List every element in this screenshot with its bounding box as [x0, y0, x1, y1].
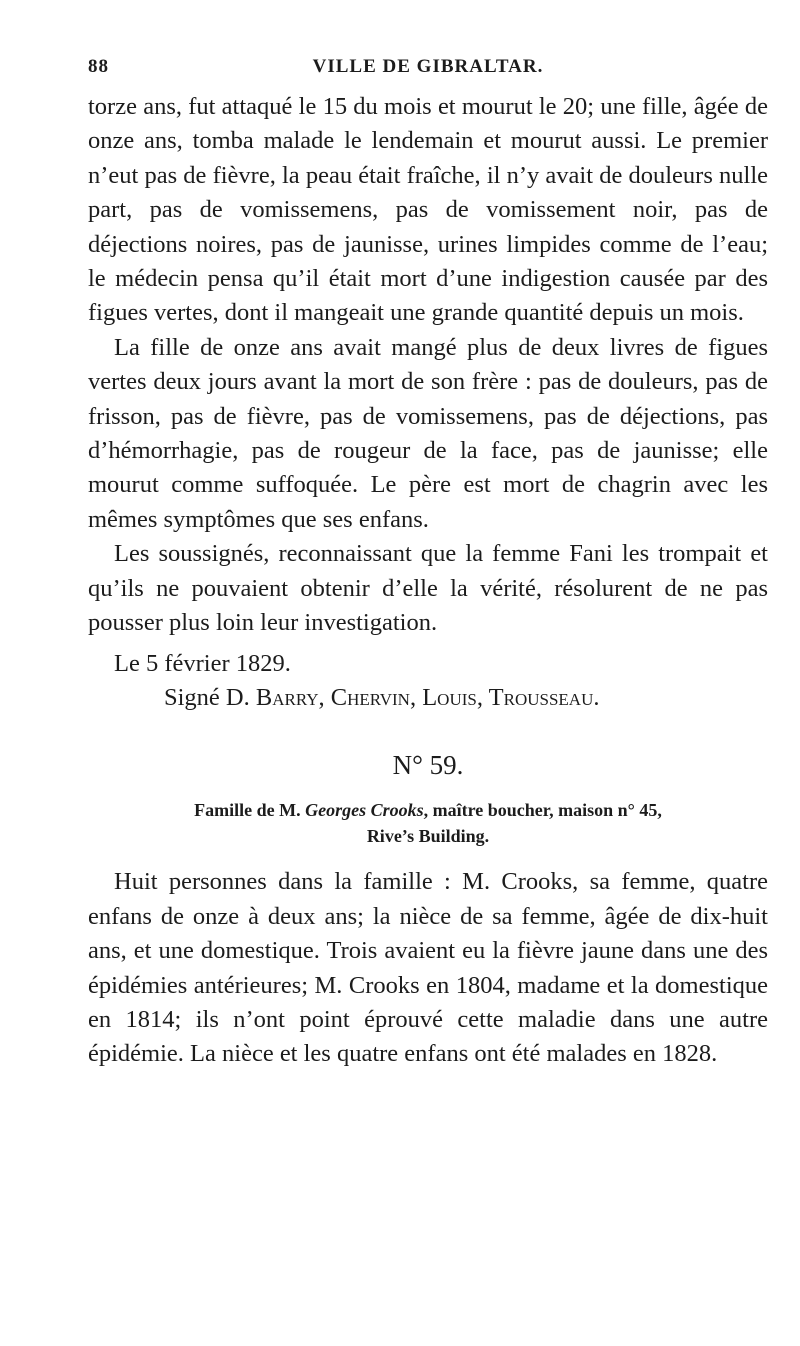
family-caption: [88, 797, 768, 849]
running-title: VILLE DE GIBRALTAR.: [312, 56, 544, 77]
paragraph-continued: torze ans, fut attaqué le 15 du mois et mourut le 20; une fille, âgée de onze ans, tomba malade le lendemain et mourut aussi. Le premier n’eut pas de fièvre, la peau était fraîche, il n’y avait de douleurs nulle part, pas de vomissemens, pas de vomissement noir, pas de déjections noires, pas de jaunisse, urines limpides comme de l’eau; le médecin pensa qu’il était mort d’une indigestion causée par des figues vertes, dont il mangeait une grande quantité depuis un mois.: [88, 93, 768, 327]
caption-prefix: Famille de M.: [194, 800, 306, 821]
case-number-heading: N° 59.: [392, 750, 464, 781]
signature-prefix: Signé D.: [164, 683, 256, 711]
signature-line: [164, 681, 768, 715]
date-line: Le 5 février 1829.: [114, 649, 291, 677]
caption-name: Georges Crooks: [305, 800, 424, 821]
paragraph-crooks-family: Huit personnes dans la famille : M. Crooks, sa femme, quatre enfans de onze à deux ans; la nièce de sa femme, âgée de dix-huit ans, et une domestique. Trois avaient eu la fièvre jaune dans une des épidémies antérieures; M. Crooks en 1804, madame et la domestique en 1814; ils n’ont point éprouvé cette maladie dans une autre épidémie. La nièce et les quatre enfans ont été malades en 1828.: [88, 868, 768, 1068]
paragraph-conclusion: Les soussignés, reconnaissant que la femme Fani les trompait et qu’ils ne pouvaient obtenir d’elle la vérité, résolurent de ne pas pousser plus loin leur investigation.: [88, 540, 768, 637]
running-header: [88, 56, 768, 90]
page-number: 88: [88, 56, 109, 77]
section-gap: [88, 849, 768, 865]
caption-address: Rive’s Building.: [366, 826, 490, 847]
signature-names: Barry, Chervin, Louis, Trousseau.: [255, 683, 600, 711]
book-page: [88, 56, 768, 1072]
caption-rest: , maître boucher, maison n° 45,: [423, 800, 662, 821]
paragraph-daughter: La fille de onze ans avait mangé plus de deux livres de figues vertes deux jours avant la mort de son frère : pas de douleurs, pas de frisson, pas de fièvre, pas de vomissemens, pas de déjections, pas d’hémorrhagie, pas de rougeur de la face, pas de jaunisse; elle mourut comme suffoquée. Le père est mort de chagrin avec les mêmes symptômes que ses enfans.: [88, 333, 768, 533]
